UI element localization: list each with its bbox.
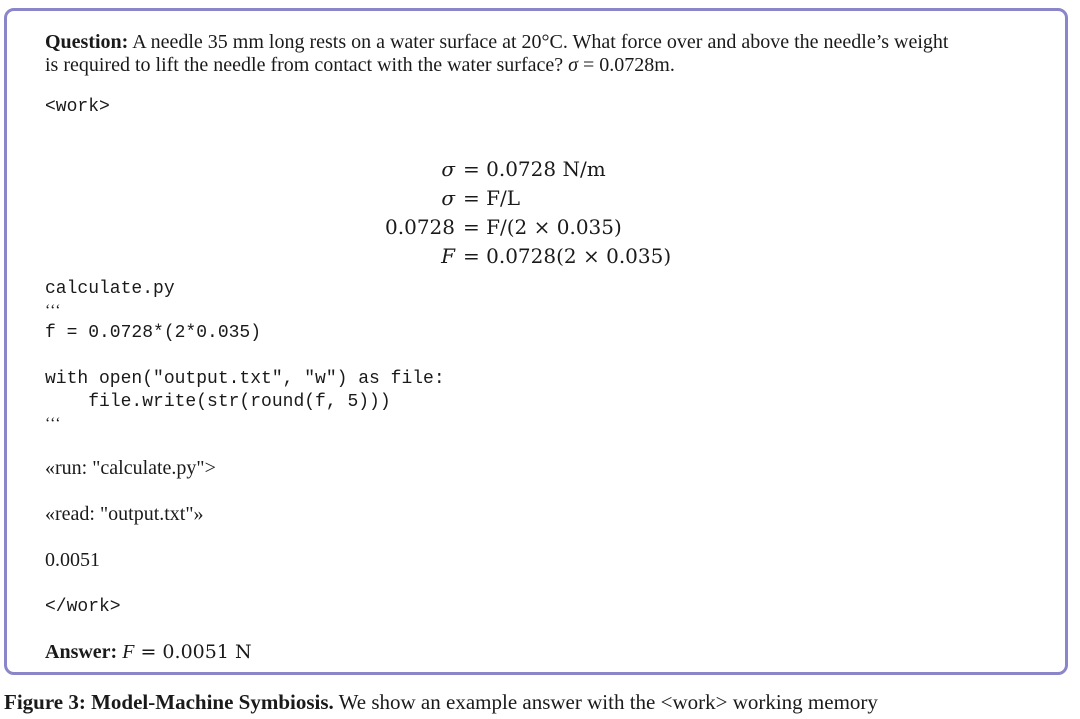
equation-lhs: σ (441, 186, 455, 210)
equation-lhs: σ (441, 157, 455, 181)
equation-rhs: = F/L (463, 186, 521, 210)
equation-lhs: 0.0728 (385, 215, 455, 239)
question-text-2: is required to lift the needle from contact with the water surface? (45, 54, 569, 76)
read-command: «read: "output.txt"» (45, 503, 204, 525)
work-open-tag: <work> (45, 97, 110, 117)
question-label: Question: (45, 31, 129, 53)
question-text-1: A needle 35 mm long rests on a water surface at 20°C. What force over and above the needle’s weight (128, 31, 949, 53)
figure-caption (4, 690, 878, 715)
answer-var: F (122, 641, 135, 663)
answer-line (45, 641, 252, 664)
caption-text: We show an example answer with the <work> working memory (333, 690, 878, 714)
code-fence-close: ‘‘‘ (45, 415, 62, 432)
equation-rhs: = 0.0728(2 × 0.035) (463, 244, 672, 268)
equation-lhs: F (441, 244, 455, 268)
sigma-symbol: σ (568, 54, 578, 76)
question-text-3: = 0.0728m. (578, 54, 675, 76)
question-line-1 (45, 31, 948, 54)
example-box (4, 8, 1068, 675)
answer-value: = 0.0051 N (134, 641, 252, 663)
output-value: 0.0051 (45, 549, 100, 571)
question-line-2 (45, 54, 675, 77)
code-fence-open: ‘‘‘ (45, 302, 62, 319)
answer-label: Answer: (45, 641, 118, 663)
run-command: «run: "calculate.py"> (45, 457, 216, 479)
code-line: f = 0.0728*(2*0.035) (45, 323, 262, 343)
equation-rhs: = F/(2 × 0.035) (463, 215, 622, 239)
caption-label: Figure 3: Model-Machine Symbiosis. (4, 690, 334, 714)
code-filename: calculate.py (45, 279, 175, 299)
equation-rhs: = 0.0728 N/m (463, 157, 606, 181)
code-line: with open("output.txt", "w") as file: (45, 369, 445, 389)
code-line: file.write(str(round(f, 5))) (45, 392, 391, 412)
work-close-tag: </work> (45, 597, 121, 617)
